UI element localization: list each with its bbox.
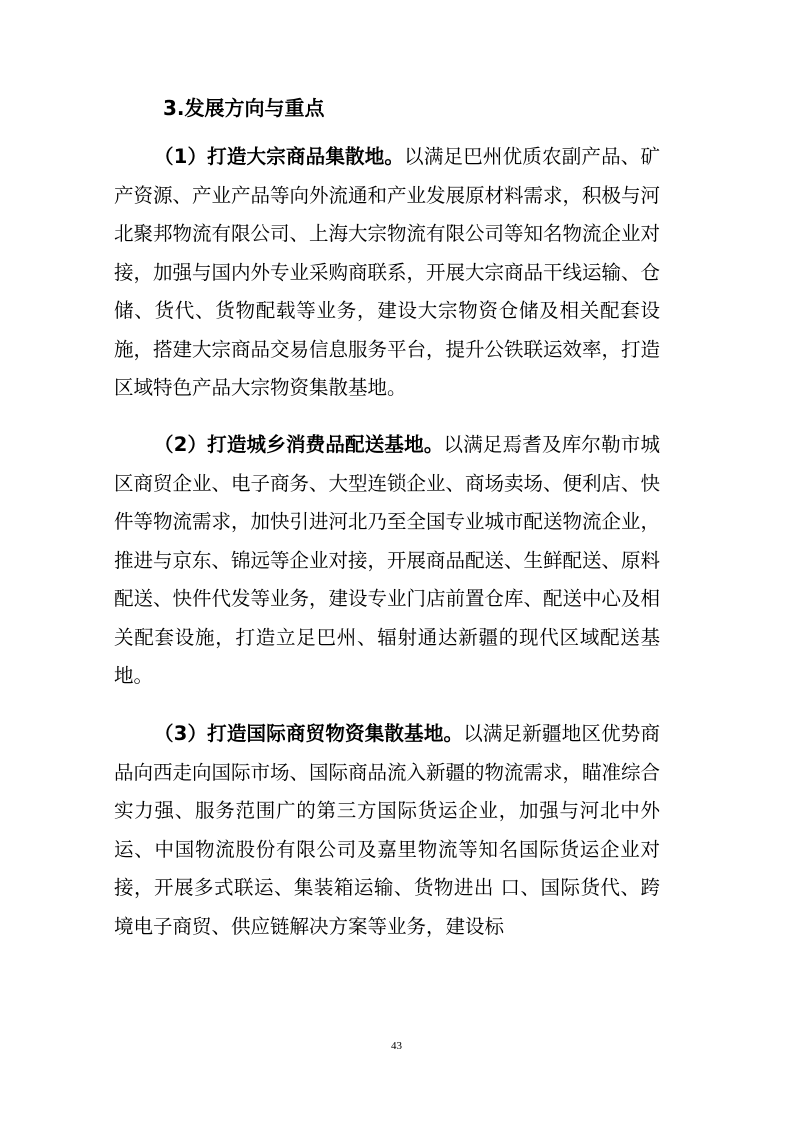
paragraph-consumer-delivery (114, 426, 660, 696)
paragraph-body: 以满足巴州优质农副产品、矿产资源、产业产品等向外流通和产业发展原材料需求，积极与河北聚邦物流有限公司、上海大宗物流有限公司等知名物流企业对接，加强与国内外专业采购商联系，开展大宗商品干线运输、仓储、货代、货物配载等业务，建设大宗物资仓储及相关配套设施，搭建大宗商品交易信息服务平台，提升公铁联运效率，打造区域特色产品大宗物资集散基地。 (114, 145, 661, 399)
paragraph-body: 以满足新疆地区优势商品向西走向国际市场、国际商品流入新疆的物流需求，瞄准综合实力强、服务范围广的第三方国际货运企业，加强与河北中外运、中国物流股份有限公司及嘉里物流等知名国际货运企业对接，开展多式联运、集装箱运输、货物进出 口、国际货代、跨境电子商贸、供应链解决方案等业务，建设标 (114, 722, 661, 938)
paragraph-lead: （3）打造国际商贸物资集散基地。 (154, 722, 464, 745)
paragraph-bulk-commodity (114, 138, 660, 408)
page-number: 43 (391, 1040, 402, 1052)
paragraph-body: 以满足焉耆及库尔勒市城区商贸企业、电子商务、大型连锁企业、商场卖场、便利店、快件等物流需求，加快引进河北乃至全国专业城市配送物流企业，推进与京东、锦远等企业对接，开展商品配送、生鲜配送、原料配送、快件代发等业务，建设专业门店前置仓库、配送中心及相关配套设施，打造立足巴州、辐射通达新疆的现代区域配送基地。 (114, 433, 661, 687)
paragraph-lead: （1）打造大宗商品集散地。 (154, 145, 405, 168)
paragraph-lead: （2）打造城乡消费品配送基地。 (154, 433, 444, 456)
section-heading: 3.发展方向与重点 (163, 96, 325, 120)
paragraph-international-trade (114, 715, 660, 946)
